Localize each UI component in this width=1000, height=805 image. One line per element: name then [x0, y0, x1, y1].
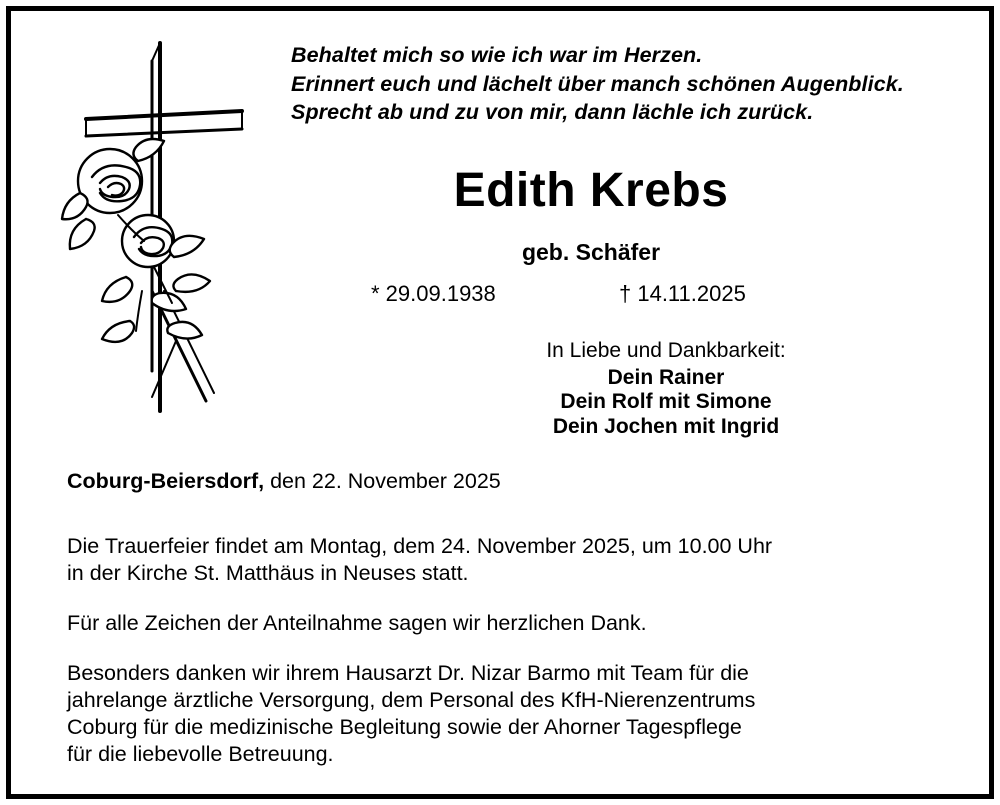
body-line: Die Trauerfeier findet am Montag, dem 24. November 2025, um 10.00 Uhr: [67, 534, 773, 558]
notice-date: den 22. November 2025: [270, 469, 501, 493]
family-member: Dein Rainer: [607, 365, 725, 389]
body-line: Coburg für die medizinische Begleitung sowie der Ahorner Tagespflege: [67, 715, 742, 739]
body-line: Für alle Zeichen der Anteilnahme sagen wir herzlichen Dank.: [67, 611, 647, 635]
verse-line-1: Behaltet mich so wie ich war im Herzen.: [291, 43, 703, 67]
body-line: in der Kirche St. Matthäus in Neuses statt.: [67, 561, 469, 585]
deceased-name: Edith Krebs: [453, 164, 729, 217]
verse-text: [291, 41, 981, 127]
death-date: † 14.11.2025: [619, 281, 746, 306]
family-member: Dein Rolf mit Simone: [560, 390, 772, 413]
notice-body: [67, 533, 967, 768]
body-line: für die liebevolle Betreuung.: [67, 742, 334, 766]
cross-with-roses-icon: [56, 41, 246, 431]
family-lead: In Liebe und Dankbarkeit:: [546, 339, 786, 362]
body-paragraph: [67, 610, 967, 637]
body-line: jahrelange ärztliche Versorgung, dem Personal des KfH-Nierenzentrums: [67, 688, 756, 712]
place-date-line: [67, 469, 501, 494]
place-name: Coburg-Beiersdorf,: [67, 469, 265, 493]
family-block: [411, 339, 921, 439]
body-paragraph: [67, 533, 967, 587]
body-line: Besonders danken wir ihrem Hausarzt Dr. Nizar Barmo mit Team für die: [67, 661, 749, 685]
notice-content: [11, 11, 989, 794]
birth-date: * 29.09.1938: [371, 281, 496, 306]
verse-line-3: Sprecht ab und zu von mir, dann lächle ich zurück.: [291, 100, 814, 124]
body-paragraph: [67, 660, 967, 768]
family-member: Dein Jochen mit Ingrid: [552, 414, 780, 438]
maiden-name: geb. Schäfer: [521, 239, 661, 265]
verse-line-2: Erinnert euch und lächelt über manch schönen Augenblick.: [291, 71, 904, 96]
